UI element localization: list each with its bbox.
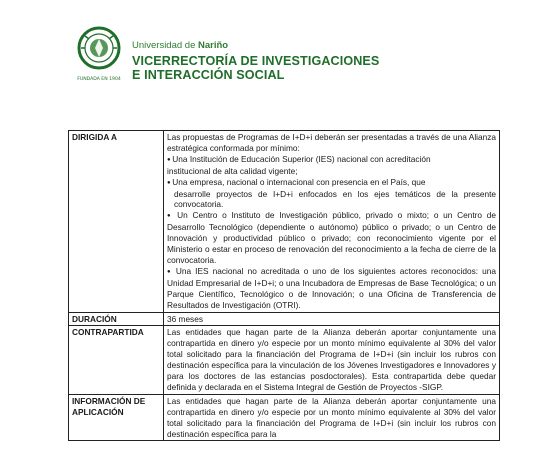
founded-text: FUNDADA EN 1904 bbox=[77, 77, 121, 82]
row-label-informacion: INFORMACIÓN DE APLICACIÓN bbox=[69, 394, 164, 441]
row-content-contrapartida: Las entidades que hagan parte de la Alianza deberán aportar conjuntamente una contrapartida en dinero y/o especie por un monto mínimo equivalente al 30% del valor total solicitado para la financiación del Programa de I+D+i (sin incluir los rubros con destinación específica para la vinculación de los Jóvenes Investigadores e Innovadores y para los doctores de las estancias posdoctorales). Esta contrapartida debe quedar definida y declarada en el Sistema Integral de Gestión de Proyectos -SIGP. bbox=[164, 326, 500, 394]
university-seal-icon bbox=[76, 26, 122, 84]
dirigida-bullet-2-cont: desarrolle proyectos de I+D+i enfocados en los ejes temáticos de la presente convocatoria. bbox=[174, 188, 496, 210]
university-name: Universidad de Nariño bbox=[132, 40, 229, 51]
call-details-table bbox=[68, 130, 500, 441]
table-row bbox=[69, 394, 500, 441]
row-label-duracion: DURACIÓN bbox=[69, 312, 164, 326]
letterhead bbox=[76, 26, 380, 84]
table-row bbox=[69, 312, 500, 326]
row-content-duracion: 36 meses bbox=[164, 312, 500, 326]
row-content-dirigida bbox=[164, 131, 500, 313]
header-title-line2: E INTERACCIÓN SOCIAL bbox=[132, 68, 285, 82]
dirigida-bullet-1-cont: institucional de alta calidad vigente; bbox=[167, 165, 298, 176]
dirigida-bullet-4: ● Una IES nacional no acreditada o uno de los siguientes actores reconocidos: una Unidad Empresarial de I+D+i; o una Incubadora de Empresas de Base Tecnológica; o un Parque Científico, Tecnológico o de Innovación; o una Oficina de Transferencia de Resultados de Investigación (OTRI). bbox=[167, 266, 496, 311]
row-content-informacion: Las entidades que hagan parte de la Alianza deberán aportar conjuntamente una contrapartida en dinero y/o especie por un monto mínimo equivalente al 30% del valor total solicitado para la financiación del Programa de I+D+i (sin incluir los rubros con destinación específica para la bbox=[164, 394, 500, 441]
row-label-dirigida: DIRIGIDA A bbox=[69, 131, 164, 313]
dirigida-bullet-3: ● Un Centro o Instituto de Investigación público, privado o mixto; o un Centro de Desarrollo Tecnológico (dependiente o autónomo) público o privado; o un Centro de Innovación y productividad público o privado; con reconocimiento vigente por el Ministerio o estar en proceso de renovación del reconocimiento a la fecha de cierre de la convocatoria. bbox=[167, 210, 496, 266]
dirigida-intro: Las propuestas de Programas de I+D+i deberán ser presentadas a través de una Alianza estratégica conformada por mínimo: bbox=[167, 132, 496, 153]
table-row bbox=[69, 326, 500, 394]
table-row bbox=[69, 131, 500, 313]
dirigida-bullet-1: ● Una Institución de Educación Superior (IES) nacional con acreditación bbox=[167, 154, 496, 166]
row-label-contrapartida: CONTRAPARTIDA bbox=[69, 326, 164, 394]
header-title-line1: VICERRECTORÍA DE INVESTIGACIONES bbox=[132, 54, 380, 68]
dirigida-bullet-2: ● Una empresa, nacional o internacional con presencia en el País, que bbox=[167, 177, 496, 189]
